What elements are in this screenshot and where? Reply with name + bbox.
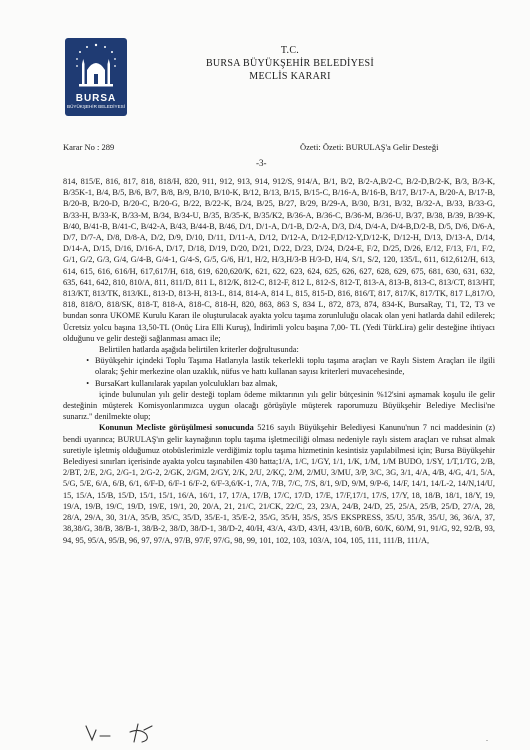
paragraph-report: içinde bulunulan yılı gelir desteği toplam ödeme miktarının yılı gelir bütçesinin %12'sini aşmamak koşulu ile gelir desteğinin müşterek Komisyonlarımızca uygun olacağı görüşüyle müşterek raporumuzu Büyükşehir Belediye Meclisi'ne sunarız." denilmekte olup;	[63, 389, 495, 422]
signature-icon	[80, 712, 240, 752]
header-line-municipality: BURSA BÜYÜKŞEHİR BELEDİYESİ	[205, 58, 375, 69]
resolution-text: 5216 sayılı Büyükşehir Belediyesi Kanunu'nun 7 nci maddesinin (z) bendi uyarınca; BURULAŞ'ın gelir kaynağının toplu taşıma işletmeciliği olması nedeniyle raylı sistem araçları ve ruhsat almak suretiyle işletmiş olduğumuz otobüslerimizle verdiğimiz toplu taşıma hizmetinin kesintisiz yapılabilmesi için; Bursa Büyükşehir Belediyesi sınırları içerisinde ayakta yolcu taşınabilen 430 hatta;1/A, 1/C, 1/GY, 1/1, 1/K, 1/M, 1/M BUDO, 1/SY, 1/T,1/TG, 2/B, 2/BT, 2/E, 2/G, 2/G-1, 2/G-2, 2/GK, 2/GM, 2/GY, 2/K, 2/U, 2/KÇ, 2/M, 2/MU, 3/MU, 3/P, 3/C, 3G, 3/1, 4/A, 4/B, 4/G, 4/1, 5/A, 5/G, 5/E, 6/A, 6/B, 6/1, 6/F-D, 6/F-1 6/F-2, 6/F-3,6/K-1, 7/A, 7/B, 7/C, 7/S, 8/1, 9/D, 9/M, 9/P-6, 14/F, 14/1, 14/L-2, 14/N,14/U, 15, 15/A, 15/B, 15/D, 15/1, 15/1, 16/A, 16/1, 17, 17/A, 17/B, 17/C, 17/D, 17/E, 17/F,17/1, 17/S, 17/Y, 18, 18/B, 18/1, 18/Y, 19, 19/A, 19/B, 19/C, 19/D, 19/E, 19/1, 20, 20/A, 21, 21/C, 21/CK, 22/C, 23, 23/A, 24/B, 24/D, 25, 25/A, 25/B, 25/D, 27/A, 28, 28/A, 29/A, 30, 31/A, 35/B, 35/C, 35/D, 35/E-1, 35/E-2, 35/G, 35/H, 35/S, 35/S EKSPRESS, 35/U, 35/R, 35/U, 36, 36/A, 37, 38,38/G, 38/B, 38/B-1, 38/B-2, 38/D, 38/D-1, 38/D-2, 40/H, 43/A, 43/D, 43/H, 43/1B, 60/B, 60/K, 60/M, 91, 91/G, 92, 92/B, 93, 94, 95, 95/A, 95/B, 96, 97, 97/A, 97/B, 97/F, 97/G, 98, 99, 101, 102, 103, 103/A, 104, 105, 111, 111/B, 111/A,	[63, 423, 495, 545]
resolution-lead: Konunun Mecliste görüşülmesi sonucunda	[99, 423, 254, 433]
logo-name: BURSA	[75, 93, 117, 104]
header-line-council-decision: MECLİS KARARI	[249, 71, 331, 82]
emblem-icon	[65, 38, 127, 94]
decision-number: Karar No : 289	[63, 142, 115, 152]
page-number: -3-	[256, 158, 267, 168]
paragraph-resolution	[63, 422, 495, 545]
paragraph-route-list: 814, 815/E, 816, 817, 818, 818/H, 820, 911, 912, 913, 914, 912/S, 914/A, B/1, B/2, B/2-A,B/2-C, B/2-D,B/2-K, B/3, B/3-K, B/35K-1, B/4, B/5, B/6, B/7, B/8, B/9, B/10, B/10-K, B/12, B/13, B/15, B/15-C, B/16-A, B/16-B, B/17, B/17-A, B/20-A, B/17-B, B/20-B, B/20-D, B/20-C, B/20-G, B/22, B/22-K, B/24, B/25, B/27, B/29, B/29-A, B/30, B/31, B/32, B/32-A, B/33, B/33-G, B/33-H, B/33-K, B/33-M, B/34, B/34-U, B/35, B/35-K, B/35/K2, B/36-A, B/36-C, B/36-M, B/36-U, B/37, B/38, B/39, B/39-K, B/40, B/41-B, B/41-C, B/42-A, B/43, B/44-B, B/46, D/1, D/1-A, D/1-B, D/2-A, D/3, D/4, D/4-A, D/4-B,D/2-B, D/5, D/6, D/6-A, D/7, D/7-A, D/8, D/8-A, D/2, D/9, D/10, D/11, D/11-A, D/12, D/12-A, D/12-F,D/12-Y,D/12-K, D/12-H, D/13, D/13-A, D/14, D/14-A, D/15, D/16, D/16-A, D/17, D/18, D/19, D/20, D/21, D/22, D/23, D/24, D/24-E, F/2, D/25, D/26, E/12, F/13, F/1, F/2, G/1, G/2, G/3, G/4, G/4-B, G/4-1, G/4-S, G/5, G/6, H/1, H/2, H/3,H/3-B H/3-D, H/4, S/1, S/2, 120, 135/L, 611, 612,612/H, 613, 614, 615, 616, 616/H, 617,617/H, 618, 619, 620,620/K, 621, 622, 623, 624, 625, 626, 627, 628, 629, 675, 681, 630, 631, 632, 635, 641, 642, 810, 810/A, 811, 811/D, 811 L, 812/K, 812-C, 812-F, 812 L, 812-S, 812-T, 813-A, 813-B, 813-C, 813/CT, 813/HT, 813/KT, 813/TK, 813/KL, 813-D, 813-H, 813-L, 814, 814-A, 814 L, 815, 815-D, 816, 816/T, 817, 817/K, 817/TK, 817 L,817/O, 818, 818/O, 818/SK, 818-T, 818-A, 818-C, 818-H, 820, 863, 863 S, 834 L, 872, 873, 874, 834-K, BursaRay, T1, T2, T3 ve bundan sonra UKOME Kurulu Kararı ile oluşturulacak ayakta yolcu taşıma zorunluluğu olacak olan yeni hatlarda dahil edilerek; Ücretsiz yolcu başına 13,50-TL (Onüç Lira Elli Kuruş), İndirimli yolcu başına 7,00- TL (Yedi TürkLira) gelir desteğine ihtiyacı olduğunu ve gelir desteği sağlanması amacı ile;	[63, 177, 495, 343]
criteria-item: • BursaKart kullanılarak yapılan yolculukları baz almak,	[91, 378, 495, 389]
document-header	[150, 44, 430, 83]
corner-mark: .	[486, 734, 488, 743]
paragraph-criteria-intro: Belirtilen hatlarda aşağıda belirtilen kriterler doğrultusunda:	[99, 345, 299, 355]
header-line-tc: T.C.	[280, 45, 300, 56]
municipality-logo	[65, 38, 127, 116]
criteria-list	[63, 355, 495, 389]
logo-subtitle: BÜYÜKŞEHİR BELEDİYESİ	[67, 104, 125, 109]
criteria-item: • Büyükşehir içindeki Toplu Taşıma Hatlarıyla lastik tekerlekli toplu taşıma araçları ve Raylı Sistem Araçları ile ilgili olarak; Şehir merkezine olan uzaklık, nüfus ve hattı kullanan sayısı kriterleri muvacehesinde,	[91, 355, 495, 377]
document-body	[63, 176, 495, 546]
decision-summary: Özeti: Özeti: BURULAŞ'a Gelir Desteği	[300, 142, 439, 152]
